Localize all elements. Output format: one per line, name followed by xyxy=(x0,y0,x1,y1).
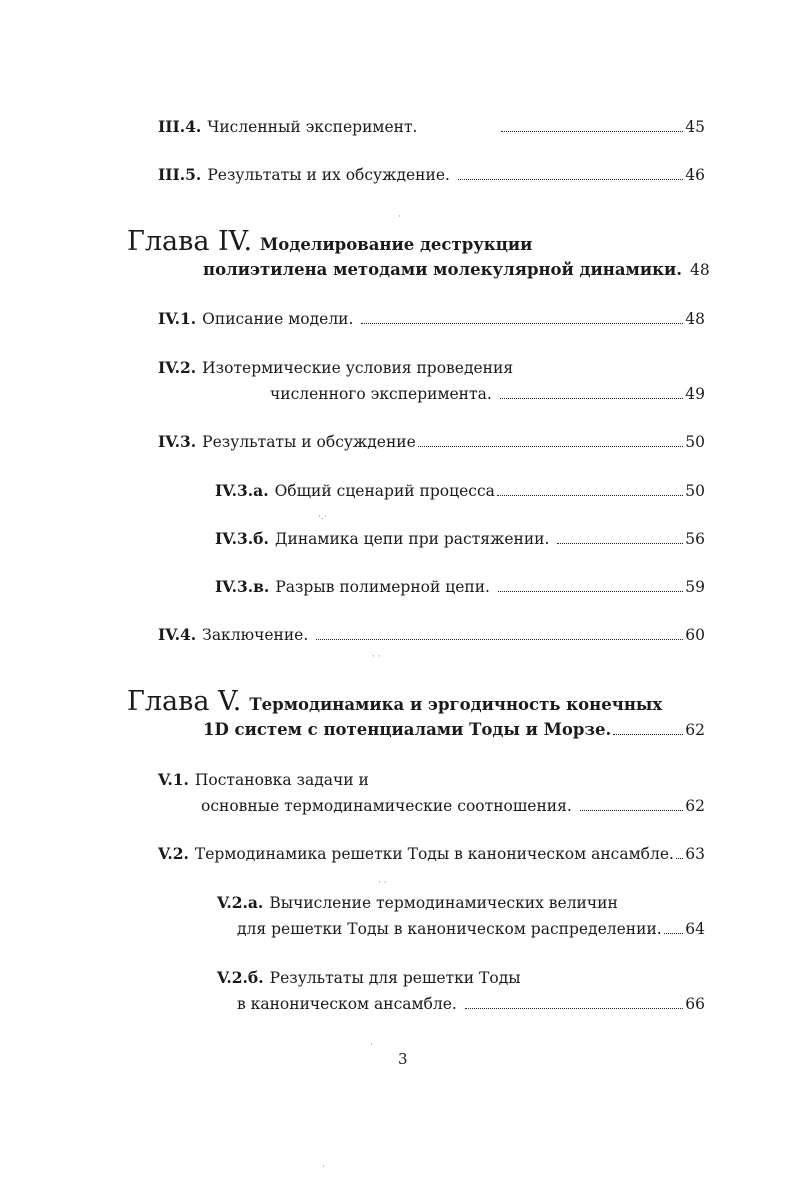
chapter-v-heading xyxy=(127,686,662,718)
toc-entry-iv-2-cont xyxy=(270,384,705,404)
toc-entry-v-2 xyxy=(158,844,705,864)
entry-title: Разрыв полимерной цепи. xyxy=(275,578,490,596)
toc-entry-iii-5 xyxy=(158,165,705,185)
entry-title: Термодинамика решетки Тоды в каноническом ансамбле. xyxy=(194,845,674,863)
entry-number: III.4. xyxy=(158,117,202,136)
chapter-title-line1: Термодинамика и эргодичность конечных xyxy=(249,695,663,714)
entry-title: Численный эксперимент. xyxy=(207,118,418,136)
chapter-label: Глава V. xyxy=(127,686,242,717)
entry-number: IV.2. xyxy=(158,358,197,377)
scan-speck: · xyxy=(398,212,401,222)
entry-title-line2: в каноническом ансамбле. xyxy=(237,995,457,1013)
dot-leader xyxy=(498,591,683,592)
dot-leader xyxy=(361,323,683,324)
dot-leader xyxy=(465,1008,683,1009)
chapter-title-line2: полиэтилена методами молекулярной динамики. xyxy=(203,260,683,279)
toc-entry-iv-2 xyxy=(158,358,513,378)
toc-entry-iv-1 xyxy=(158,309,705,329)
entry-number: V.1. xyxy=(158,770,189,789)
dot-leader xyxy=(418,446,683,447)
entry-page: 56 xyxy=(685,530,705,548)
entry-number: V.2. xyxy=(158,844,189,863)
toc-entry-iv-3-b xyxy=(215,529,705,549)
entry-page: 64 xyxy=(685,920,705,938)
toc-entry-iv-3-a xyxy=(215,481,705,501)
entry-page: 50 xyxy=(685,482,705,500)
entry-title: Описание модели. xyxy=(202,310,354,328)
dot-leader xyxy=(501,131,683,132)
toc-entry-iv-3-v xyxy=(215,577,705,597)
entry-number: IV.4. xyxy=(158,625,197,644)
dot-leader xyxy=(557,543,683,544)
entry-number: IV.1. xyxy=(158,309,197,328)
entry-title-line2: для решетки Тоды в каноническом распределении. xyxy=(237,920,662,938)
toc-entry-iii-4 xyxy=(158,117,705,137)
entry-title: Результаты и обсуждение xyxy=(202,433,416,451)
dot-leader xyxy=(676,858,683,859)
entry-page: 59 xyxy=(685,578,705,596)
toc-entry-v-2-b-cont xyxy=(237,994,705,1014)
dot-leader xyxy=(613,734,683,735)
entry-number: IV.3.в. xyxy=(215,577,270,596)
scan-speck: ·.· xyxy=(318,512,327,522)
dot-leader xyxy=(316,639,683,640)
dot-leader xyxy=(458,179,683,180)
entry-page: 49 xyxy=(685,385,705,403)
entry-page: 48 xyxy=(685,310,705,328)
entry-number: V.2.б. xyxy=(217,968,264,987)
chapter-v-heading-cont xyxy=(203,719,705,741)
entry-title-line1: Изотермические условия проведения xyxy=(202,359,514,377)
entry-page: 63 xyxy=(685,845,705,863)
entry-page: 45 xyxy=(685,118,705,136)
entry-number: IV.3. xyxy=(158,432,197,451)
page-number: 3 xyxy=(398,1050,408,1068)
chapter-iv-heading-cont xyxy=(203,259,710,281)
entry-title-line2: основные термодинамические соотношения. xyxy=(201,797,572,815)
chapter-title-line1: Моделирование деструкции xyxy=(260,235,533,254)
entry-page: 62 xyxy=(685,721,705,739)
toc-entry-v-1 xyxy=(158,770,369,790)
dot-leader xyxy=(664,933,684,934)
scan-speck: · · xyxy=(372,652,381,662)
scan-speck: · xyxy=(322,1162,325,1172)
entry-page: 62 xyxy=(685,797,705,815)
entry-title-line1: Вычисление термодинамических величин xyxy=(269,894,618,912)
toc-entry-v-2-a-cont xyxy=(237,919,705,939)
entry-page: 48 xyxy=(690,261,710,279)
entry-number: III.5. xyxy=(158,165,202,184)
dot-leader xyxy=(580,810,683,811)
entry-title: Результаты и их обсуждение. xyxy=(207,166,450,184)
chapter-label: Глава IV. xyxy=(127,226,253,257)
entry-title: Общий сценарий процесса xyxy=(274,482,495,500)
toc-entry-iv-4 xyxy=(158,625,705,645)
toc-entry-v-2-a xyxy=(217,893,618,913)
dot-leader xyxy=(500,398,684,399)
entry-number: IV.3.б. xyxy=(215,529,269,548)
entry-number: V.2.а. xyxy=(217,893,264,912)
entry-title-line1: Постановка задачи и xyxy=(194,771,369,789)
entry-title: Динамика цепи при растяжении. xyxy=(274,530,550,548)
chapter-title-line2: 1D систем с потенциалами Тоды и Морзе. xyxy=(203,720,612,739)
entry-title: Заключение. xyxy=(202,626,309,644)
toc-entry-v-1-cont xyxy=(201,796,705,816)
entry-number: IV.3.а. xyxy=(215,481,269,500)
chapter-iv-heading xyxy=(127,226,532,258)
entry-title-line2: численного эксперимента. xyxy=(270,385,492,403)
dot-leader xyxy=(497,495,683,496)
entry-page: 60 xyxy=(685,626,705,644)
scan-speck: · · xyxy=(378,878,387,888)
entry-page: 66 xyxy=(685,995,705,1013)
toc-entry-v-2-b xyxy=(217,968,521,988)
entry-page: 50 xyxy=(685,433,705,451)
toc-entry-iv-3 xyxy=(158,432,705,452)
scan-speck: · xyxy=(370,1040,373,1050)
entry-title-line1: Результаты для решетки Тоды xyxy=(269,969,521,987)
entry-page: 46 xyxy=(685,166,705,184)
